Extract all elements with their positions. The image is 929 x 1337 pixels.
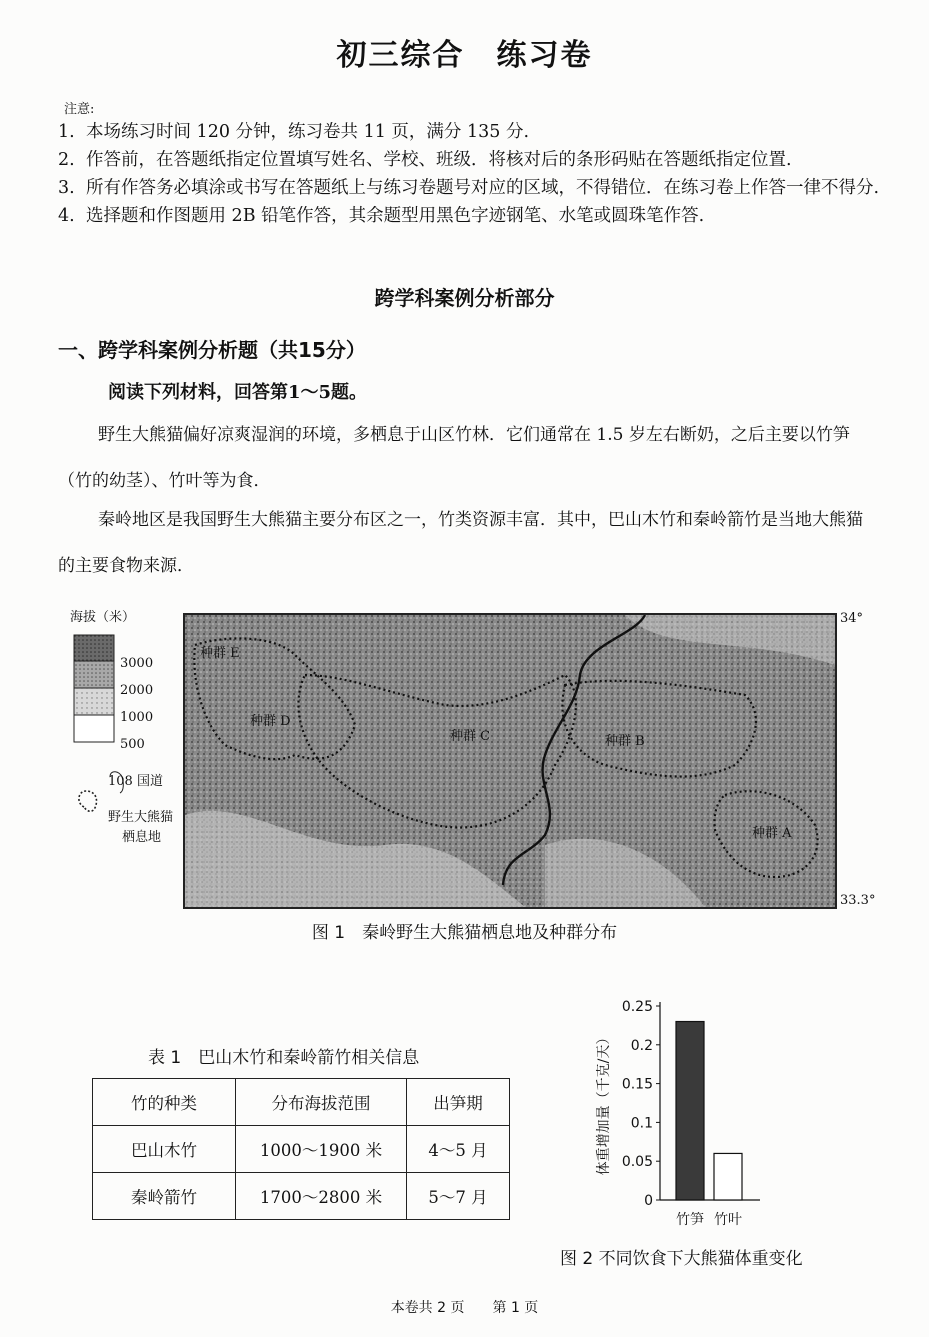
table-1-caption: 表 1 巴山木竹和秦岭箭竹相关信息 (148, 1048, 420, 1068)
population-label-b: 种群 B (605, 734, 645, 749)
relief-map (183, 613, 837, 909)
notice-item-text: 本场练习时间 120 分钟，练习卷共 11 页，满分 135 分. (86, 122, 530, 142)
notice-item-number: 3. (58, 178, 75, 198)
elevation-label: 1000 (120, 710, 154, 725)
elevation-labels (120, 650, 153, 758)
table-header-cell: 竹的种类 (93, 1079, 236, 1126)
x-category-label: 竹叶 (714, 1212, 742, 1228)
notice-heading: 注意: (64, 102, 95, 117)
notice-item (58, 174, 888, 202)
notice-item-number: 1. (58, 122, 75, 142)
bar-bamboo-shoot (676, 1022, 704, 1200)
elevation-label: 2000 (120, 683, 154, 698)
table-cell: 5～7 月 (407, 1173, 510, 1220)
table-cell: 1700～2800 米 (236, 1173, 407, 1220)
notice-item-text: 所有作答务必填涂或书写在答题纸上与练习卷题号对应的区域，不得错位．在练习卷上作答一律不得分. (86, 178, 880, 198)
legend-title: 海拔（米） (70, 610, 136, 625)
table-cell: 4～5 月 (407, 1126, 510, 1173)
table-header-row (93, 1079, 510, 1126)
y-tick-label: 0.15 (621, 1076, 653, 1093)
legend-swatch-3000 (74, 635, 114, 661)
habitat-label-line-2: 栖息地 (122, 830, 162, 845)
figure-2-caption: 图 2 不同饮食下大熊猫体重变化 (560, 1249, 803, 1269)
notice-item-number: 2. (58, 150, 75, 170)
weight-gain-chart (590, 992, 820, 1232)
weight-gain-chart-svg (590, 992, 820, 1232)
notice-item-text: 作答前，在答题纸指定位置填写姓名、学校、班级．将核对后的条形码贴在答题纸指定位置. (86, 150, 792, 170)
bamboo-info-table (92, 1078, 510, 1220)
notice-list (58, 118, 888, 230)
notice-item (58, 146, 888, 174)
y-tick-label: 0.2 (630, 1037, 653, 1054)
notice-item (58, 202, 888, 230)
table-row (93, 1126, 510, 1173)
elevation-label: 3000 (120, 656, 154, 671)
population-label-d: 种群 D (250, 714, 291, 729)
latitude-south-label: 33.3° (840, 893, 876, 908)
population-label-a: 种群 A (752, 826, 792, 841)
material-paragraph-2: 秦岭地区是我国野生大熊猫主要分布区之一，竹类资源丰富．其中，巴山木竹和秦岭箭竹是当地大熊猫的主要食物来源． (58, 510, 863, 576)
question-instruction: 阅读下列材料，回答第1～5题。 (108, 382, 368, 403)
table-header-cell: 分布海拔范围 (236, 1079, 407, 1126)
y-tick-label: 0.1 (630, 1115, 653, 1132)
population-label-e: 种群 E (200, 646, 240, 661)
y-tick-label: 0.25 (621, 999, 653, 1015)
population-label-c: 种群 C (450, 729, 491, 744)
habitat-label (108, 808, 173, 848)
table-cell: 秦岭箭竹 (93, 1173, 236, 1220)
table-header-cell: 出笋期 (407, 1079, 510, 1126)
legend-swatch-1000 (74, 688, 114, 715)
road-label: 108 国道 (108, 774, 163, 789)
legend-swatch-500 (74, 715, 114, 742)
bar-bamboo-leaf (714, 1153, 742, 1200)
y-tick-label: 0.05 (621, 1154, 653, 1171)
x-category-label: 竹笋 (676, 1212, 704, 1228)
figure-1-caption: 图 1 秦岭野生大熊猫栖息地及种群分布 (311, 923, 618, 943)
habitat-label-line-1: 野生大熊猫 (108, 810, 174, 825)
y-tick-label: 0 (644, 1193, 653, 1209)
page-footer: 本卷共 2 页 第 1 页 (390, 1300, 539, 1316)
table-cell: 巴山木竹 (93, 1126, 236, 1173)
table-row (93, 1173, 510, 1220)
section-title: 跨学科案例分析部分 (374, 286, 555, 310)
notice-item-text: 选择题和作图题用 2B 铅笔作答，其余题型用黑色字迹钢笔、水笔或圆珠笔作答. (86, 206, 705, 226)
relief-map-graphic (185, 615, 835, 907)
elevation-label: 500 (120, 737, 145, 752)
notice-item-number: 4. (58, 206, 75, 226)
habitat-legend-icon (79, 791, 97, 811)
notice-item (58, 118, 888, 146)
latitude-north-label: 34° (840, 611, 864, 626)
material-paragraph-1: 野生大熊猫偏好凉爽湿润的环境，多栖息于山区竹林．它们通常在 1.5 岁左右断奶，之后主要以竹笋（竹的幼茎）、竹叶等为食． (58, 425, 850, 491)
y-axis-title: 体重增加量（千克/天） (596, 1030, 612, 1176)
legend-swatch-2000 (74, 661, 114, 688)
table-cell: 1000～1900 米 (236, 1126, 407, 1173)
page-title: 初三综合 练习卷 (336, 38, 593, 73)
question-heading: 一、跨学科案例分析题（共15分） (58, 338, 366, 362)
